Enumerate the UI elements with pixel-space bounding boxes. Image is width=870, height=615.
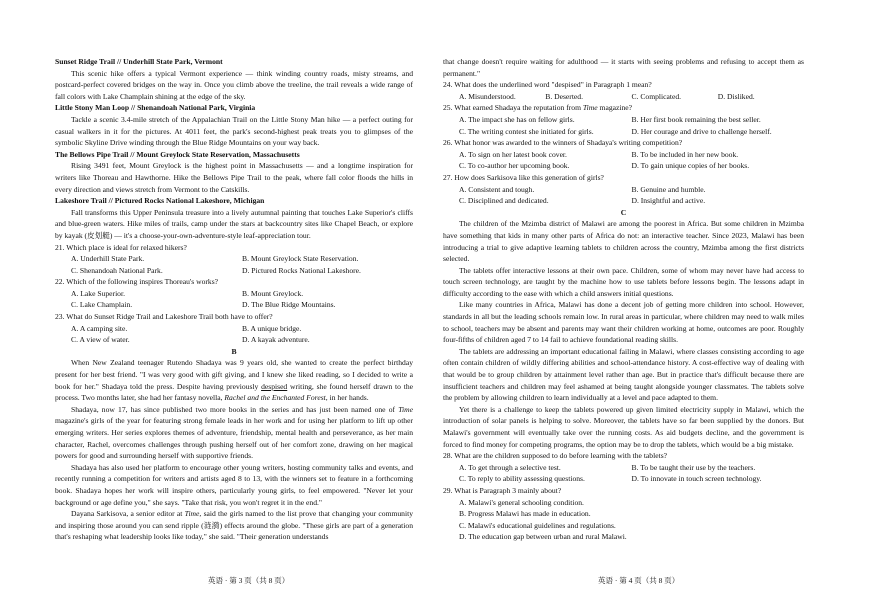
q21-option-a[interactable]: A. Underhill State Park. [71,254,145,264]
q28-options [443,462,804,485]
b2-part-b: magazine's girls of the year for featuring strong female leads in her work and for using her platform to lift up other emerging writers. Her series explores themes of adventure, friendship, mental health and perseverance, as her main character, Rachel, overcomes challenges through pushing herself out of her comfort zone, drawing on her magical powers for good and surrounding herself with supportive friends. [55,416,413,461]
q26-option-d[interactable]: D. To gain unique copies of her books. [631,161,750,171]
q23-option-a[interactable]: A. A camping site. [71,323,128,333]
q29-option-c[interactable]: C. Malawi's educational guidelines and regulations. [459,520,616,530]
passage-c-paragraph-1: The children of the Mzimba district of Malawi are among the poorest in Africa. But some children in Mzimba have something that kids in many other parts of Africa do not: an interactive teacher. Since 2023, Malawi has been introducing a trial to give adaptive learning tablets to children across the country, Mzimba among the first districts selected. [443,219,804,264]
q25-option-b[interactable]: B. Her first book remaining the best seller. [631,114,761,124]
b1-part-b: writing, she found herself drawn to the process. Two months later, she had her fantasy novella, [55,381,413,403]
trail4-heading: Lakeshore Trail // Pictured Rocks National Lakeshore, Michigan [55,196,265,206]
q29-options [443,497,804,543]
q28-stem: 28. What are the children supposed to do before learning with the tablets? [443,451,668,461]
passage-c-paragraph-4: The tablets are addressing an important educational failing in Malawi, where classes consisting according to age often contain children of wildly differing abilities and school-attendance history. A cost-effective way of dealing with that would be to group children by attainment level rather than age. But in practice that's difficult because there are insufficient teachers and children may feel ashamed at being taught alongside younger classmates. The tablets solve the problem by allowing children to learn individually at a level and pace adapted to them. [443,346,804,403]
passage-b-paragraph-1 [55,357,413,403]
q24-option-a[interactable]: A. Misunderstood. [459,91,516,101]
section-c-label: C [620,207,627,217]
q27-options [443,184,804,207]
q27-option-d[interactable]: D. Insightful and active. [631,196,706,206]
q25-stem [443,102,804,114]
q29-stem: 29. What is Paragraph 3 mainly about? [443,485,562,495]
passage-b-paragraph-4 [55,508,413,543]
q28-option-d[interactable]: D. To innovate in touch screen technology. [631,474,762,484]
q25-options [443,114,804,137]
trail4-text: Fall transforms this Upper Peninsula treasure into a lively autumnal painting that touches Lake Superior's cliffs and blue-green waters. Hike miles of trails, camp under the stars at backcountry sites like Chapel Beach, or explore by kayak (皮划艇) — it's a choose-your-own-adventure-style leaf-appreciation tour. [55,207,413,240]
q25-stem-a: 25. What earned Shadaya the reputation from [443,103,583,113]
q26-stem: 26. What honor was awarded to the winners of Shadaya's writing competition? [443,138,683,148]
page-footer-left: 英语 · 第 3 页（共 8 页） [208,576,290,585]
q28-option-c[interactable]: C. To reply to ability assessing questions. [459,474,585,484]
q22-options [55,288,413,311]
q23-stem: 23. What do Sunset Ridge Trail and Lakeshore Trail both have to offer? [55,312,273,322]
q21-option-d[interactable]: D. Pictured Rocks National Lakeshore. [242,265,361,275]
page-footer-right: 英语 · 第 4 页（共 8 页） [598,576,680,585]
q26-options [443,149,804,172]
q24-stem: 24. What does the underlined word "despised" in Paragraph 1 mean? [443,80,652,90]
q26-option-a[interactable]: A. To sign on her latest book cover. [459,149,567,159]
q24-option-b[interactable]: B. Deserted. [545,91,583,101]
b2-part-a: Shadaya, now 17, has since published two more books in the series and has just been named one of [71,404,399,414]
q22-option-c[interactable]: C. Lake Champlain. [71,300,133,310]
right-column [443,56,804,543]
book-title: Rachel and the Enchanted Forest [224,393,326,403]
trail2-text: Tackle a scenic 3.4-mile stretch of the Appalachian Trail on the Little Stony Man hike — a perfect outing for casual walkers in it for the pictures. At 4011 feet, the park's second-highest peak treats you to glimpses of the symbolic Skyline Drive winding through the Blue Ridge Mountains on your way back. [55,114,413,148]
magazine-name: Time [398,404,413,414]
q27-stem: 27. How does Sarkisova like this generation of girls? [443,172,604,182]
q26-option-b[interactable]: B. To be included in her new book. [631,149,739,159]
b1-part-c: , in her hands. [325,393,369,403]
q21-stem: 21. Which place is ideal for relaxed hikers? [55,242,187,252]
q27-option-a[interactable]: A. Consistent and tough. [459,184,535,194]
q22-option-a[interactable]: A. Lake Superior. [71,288,125,298]
passage-b-continuation: that change doesn't require waiting for adulthood — it starts with seeing problems and refusing to accept them as permanent." [443,57,804,78]
q23-option-b[interactable]: B. A unique bridge. [242,323,302,333]
left-column [55,56,413,543]
q22-option-d[interactable]: D. The Blue Ridge Mountains. [242,300,336,310]
q26-option-c[interactable]: C. To co-author her upcoming book. [459,161,570,171]
q25-option-d[interactable]: D. Her courage and drive to challenge herself. [631,126,772,136]
q29-option-d[interactable]: D. The education gap between urban and rural Malawi. [459,532,627,542]
passage-c-paragraph-5: Yet there is a challenge to keep the tablets powered up given limited electricity supply in Malawi, which the introduction of solar panels is helping to solve. Moreover, the tablets have so far been supplied by the donors. But Malawi's government will eventually take over the running costs. As aid budgets decline, and the government is forced to find money for competing programs, the option may be to drop the tablets, which would be a big mistake. [443,404,804,449]
q24-option-d[interactable]: D. Disliked. [717,91,755,101]
q23-option-c[interactable]: C. A view of water. [71,335,130,345]
q21-option-c[interactable]: C. Shenandoah National Park. [71,265,163,275]
q21-option-b[interactable]: B. Mount Greylock State Reservation. [242,254,359,264]
q22-stem: 22. Which of the following inspires Thoreau's works? [55,277,219,287]
passage-b-paragraph-3: Shadaya has also used her platform to encourage other young writers, hosting community talks and events, and recently running a competition for writers and artists aged 8 to 13, with the winners set to feature in a forthcoming book. Shadaya hopes her work will inspire others, particularly young girls, to feel empowered. "Never let your background or age define you," she says. "Take that risk, you won't regret it in the end." [55,462,413,507]
passage-c-paragraph-2: The tablets offer interactive lessons at their own pace. Children, some of whom may never have had access to touch screen technology, are taught by the machine how to use tablets before lessons begin. The lessons adapt in difficulty according to the ease with which a child answers initial questions. [443,265,804,298]
passage-b-paragraph-2 [55,404,413,462]
q27-option-b[interactable]: B. Genuine and humble. [631,184,706,194]
q25-stem-b: magazine? [597,103,633,113]
b4-part-a: Dayana Sarkisova, a senior editor at [71,509,185,519]
trail2-heading: Little Stony Man Loop // Shenandoah National Park, Virginia [55,103,256,113]
q28-option-a[interactable]: A. To get through a selective test. [459,462,561,472]
q22-option-b[interactable]: B. Mount Greylock. [242,288,304,298]
q25-option-a[interactable]: A. The impact she has on fellow girls. [459,114,575,124]
magazine-name: Time [184,509,200,519]
q28-option-b[interactable]: B. To be taught their use by the teachers. [631,462,756,472]
underlined-word: despised [261,381,288,391]
q29-option-b[interactable]: B. Progress Malawi has made in education. [459,509,591,519]
q24-option-c[interactable]: C. Complicated. [631,91,682,101]
q23-option-d[interactable]: D. A kayak adventure. [242,335,310,345]
q23-options [55,323,413,346]
section-b-label: B [231,346,237,356]
trail3-heading: The Bellows Pipe Trail // Mount Greylock State Reservation, Massachusetts [55,149,300,159]
b4-part-b: , said the girls named to the list prove that changing your community and inspiring those around you can send ripple (涟漪) effects around the globe. "These girls are part of a generation that's reshaping what leadership looks like today," she said. "Their generation understands [55,509,413,542]
trail1-text: This scenic hike offers a typical Vermont experience — think winding country roads, misty streams, and postcard-perfect covered bridges on the way in. Once you climb above the treeline, the trail reveals a wide range of fall colors with Lake Champlain shining at the edge of the sky. [55,68,413,101]
q27-option-c[interactable]: C. Disciplined and dedicated. [459,196,549,206]
q21-options [55,253,413,276]
q25-option-c[interactable]: C. The writing contest she initiated for girls. [459,126,594,136]
q24-options [443,91,804,103]
trail1-heading: Sunset Ridge Trail // Underhill State Park, Vermont [55,57,223,66]
trail3-text: Rising 3491 feet, Mount Greylock is the highest point in Massachusetts — and a longtime inspiration for writers like Thoreau and Hawthorne. Hike the Bellows Pipe Trail to the peak, where fall color floods the hills in every direction and views stretch from Vermont to the Catskills. [55,161,413,194]
q29-option-a[interactable]: A. Malawi's general schooling condition. [459,497,584,507]
magazine-name: Time [582,103,598,113]
b1-part-a: When New Zealand teenager Rutendo Shadaya was 9 years old, she wanted to create the perfect birthday present for her best friend. "I was very good with gift giving, and I knew she liked reading, so I decided to write a book for her." Shadaya told the press. Despite having previously [55,358,413,391]
passage-c-paragraph-3: Like many countries in Africa, Malawi has done a decent job of getting more children into school. However, standards in all but the leading schools remain low. In rural areas in particular, where children may need to walk miles to school, teachers may be absent and parents may want their children working at home, outcomes are poor. Roughly four-fifths of children aged 7 to 14 fail to achieve foundational reading skills. [443,300,804,345]
